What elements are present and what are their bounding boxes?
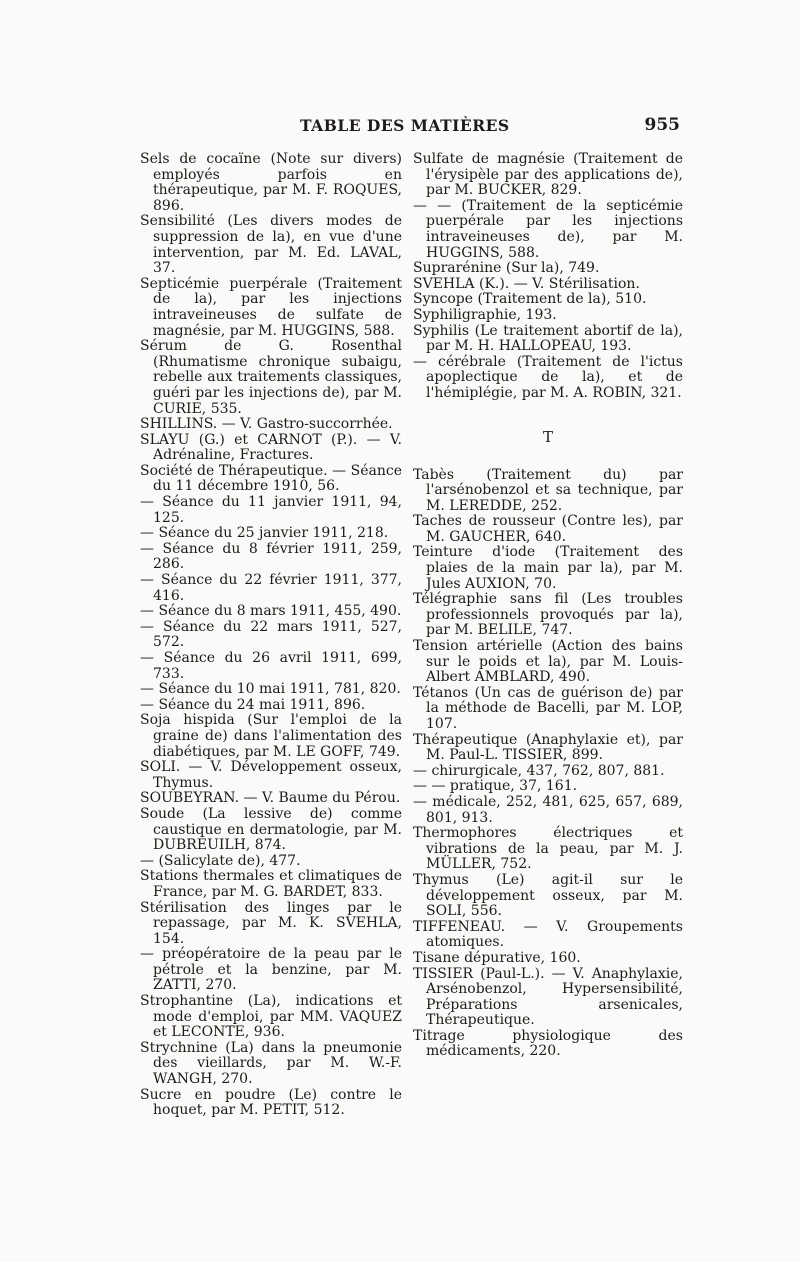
index-entry: Sensibilité (Les divers modes de suppression de la), en vue d'une intervention, par M. Ed. LAVAL, 37. — [140, 213, 402, 277]
index-entry: — cérébrale (Traitement de l'ictus apoplectique de la), et de l'hémiplégie, par M. A. ROBIN, 321. — [413, 353, 683, 401]
index-entry: Stations thermales et climatiques de France, par M. G. BARDET, 833. — [140, 868, 402, 900]
index-entry: TISSIER (Paul-L.). — V. Anaphylaxie, Arsénobenzol, Hypersensibilité, Préparations arsenicales, Thérapeutique. — [413, 965, 683, 1029]
right-column-s-entries — [413, 152, 683, 402]
index-entry: SHILLINS. — V. Gastro-succorrhée. — [140, 416, 393, 433]
index-entry: Syncope (Traitement de la), 510. — [413, 291, 647, 308]
index-entry: Septicémie puerpérale (Traitement de la), par les injections intraveineuses de sulfate de magnésie, par M. HUGGINS, 588. — [140, 275, 402, 339]
index-entry: — Séance du 26 avril 1911, 699, 733. — [140, 650, 402, 682]
index-entry: Suprarénine (Sur la), 749. — [413, 260, 600, 277]
index-entry: Syphilis (Le traitement abortif de la), par M. H. HALLOPEAU, 193. — [413, 322, 683, 355]
index-entry: Télégraphie sans fil (Les troubles professionnels provoqués par la), par M. BELILE, 747. — [413, 591, 683, 639]
index-entry: Taches de rousseur (Contre les), par M. GAUCHER, 640. — [413, 513, 683, 545]
right-column — [413, 152, 683, 1060]
index-entry: Thymus (Le) agit-il sur le développement osseux, par M. SOLI, 556. — [413, 871, 683, 920]
index-entry: SOLI. — V. Développement osseux, Thymus. — [140, 759, 402, 791]
index-entry: Teinture d'iode (Traitement des plaies de la main par la), par M. Jules AUXION, 70. — [413, 544, 683, 592]
index-entry: Stérilisation des linges par le repassage, par M. K. SVEHLA, 154. — [140, 899, 402, 947]
index-entry: SOUBEYRAN. — V. Baume du Pérou. — [140, 790, 401, 807]
index-entry: Tisane dépurative, 160. — [413, 949, 581, 966]
index-entry: SVEHLA (K.). — V. Stérilisation. — [413, 275, 640, 292]
index-entry: Sulfate de magnésie (Traitement de l'érysipèle par des applications de), par M. BUCKER, 829. — [413, 151, 683, 199]
index-entry: — Séance du 25 janvier 1911, 218. — [140, 525, 389, 542]
left-column — [140, 152, 402, 1119]
running-title: TABLE DES MATIÈRES — [300, 116, 510, 135]
index-entry: — Séance du 10 mai 1911, 781, 820. — [140, 681, 401, 698]
index-entry: — — (Traitement de la septicémie puerpérale par les injections intraveineuses de), par M. HUGGINS, 588. — [413, 197, 683, 261]
index-entry: Thérapeutique (Anaphylaxie et), par M. Paul-L. TISSIER, 899. — [413, 731, 683, 764]
page-header — [140, 116, 680, 140]
index-entry: TIFFENEAU. — V. Groupements atomiques. — [413, 918, 683, 951]
index-entry: Société de Thérapeutique. — Séance du 11 décembre 1910, 56. — [140, 462, 402, 495]
index-entry: Soja hispida (Sur l'emploi de la graine de) dans l'alimentation des diabétiques, par M. LE GOFF, 749. — [140, 712, 402, 760]
index-entry: — Séance du 11 janvier 1911, 94, 125. — [140, 494, 402, 526]
index-entry: Strophantine (La), indications et mode d'emploi, par MM. VAQUEZ et LECONTE, 936. — [140, 993, 402, 1041]
index-entry: SLAYU (G.) et CARNOT (P.). — V. Adrénaline, Fractures. — [140, 431, 402, 464]
index-entry: Titrage physiologique des médicaments, 220. — [413, 1027, 683, 1060]
index-entry: — Séance du 8 mars 1911, 455, 490. — [140, 603, 402, 620]
index-entry: — chirurgicale, 437, 762, 807, 881. — [413, 762, 665, 779]
index-entry: Thermophores électriques et vibrations de la peau, par M. J. MÜLLER, 752. — [413, 825, 683, 873]
index-entry: Strychnine (La) dans la pneumonie des vieillards, par M. W.-F. WANGH, 270. — [140, 1039, 402, 1088]
index-entry: — — pratique, 37, 161. — [413, 778, 578, 795]
index-entry: — médicale, 252, 481, 625, 657, 689, 801, 913. — [413, 793, 683, 826]
index-entry: Sels de cocaïne (Note sur divers) employés parfois en thérapeutique, par M. F. ROQUES, 896. — [140, 151, 402, 214]
index-entry: Tension artérielle (Action des bains sur le poids et la), par M. Louis-Albert AMBLARD, 490. — [413, 638, 683, 686]
index-entry: — (Salicylate de), 477. — [140, 852, 301, 869]
index-entry: Tétanos (Un cas de guérison de) par la méthode de Bacelli, par M. LOP, 107. — [413, 684, 683, 732]
index-entry: Syphiligraphie, 193. — [413, 306, 557, 323]
index-entry: — Séance du 22 mars 1911, 527, 572. — [140, 618, 402, 651]
index-entry: Tabès (Traitement du) par l'arsénobenzol et sa technique, par M. LEREDDE, 252. — [413, 466, 683, 514]
section-letter: T — [542, 427, 553, 446]
page-number: 955 — [644, 115, 680, 135]
right-column-t-entries — [413, 468, 683, 1061]
index-entry: — Séance du 24 mai 1911, 896. — [140, 696, 366, 713]
index-entry: — Séance du 22 février 1911, 377, 416. — [140, 572, 402, 604]
index-entry: Sérum de G. Rosenthal (Rhumatisme chronique subaigu, rebelle aux traitements classiques, guéri par les injections de), par M. CURIE, 535. — [140, 338, 402, 417]
index-entry: Soude (La lessive de) comme caustique en dermatologie, par M. DUBREUILH, 874. — [140, 805, 402, 854]
index-entry: — préopératoire de la peau par le pétrole et la benzine, par M. ZATTI, 270. — [140, 946, 402, 994]
index-entry: — Séance du 8 février 1911, 259, 286. — [140, 540, 402, 573]
index-entry: Sucre en poudre (Le) contre le hoquet, par M. PETIT, 512. — [140, 1086, 402, 1119]
